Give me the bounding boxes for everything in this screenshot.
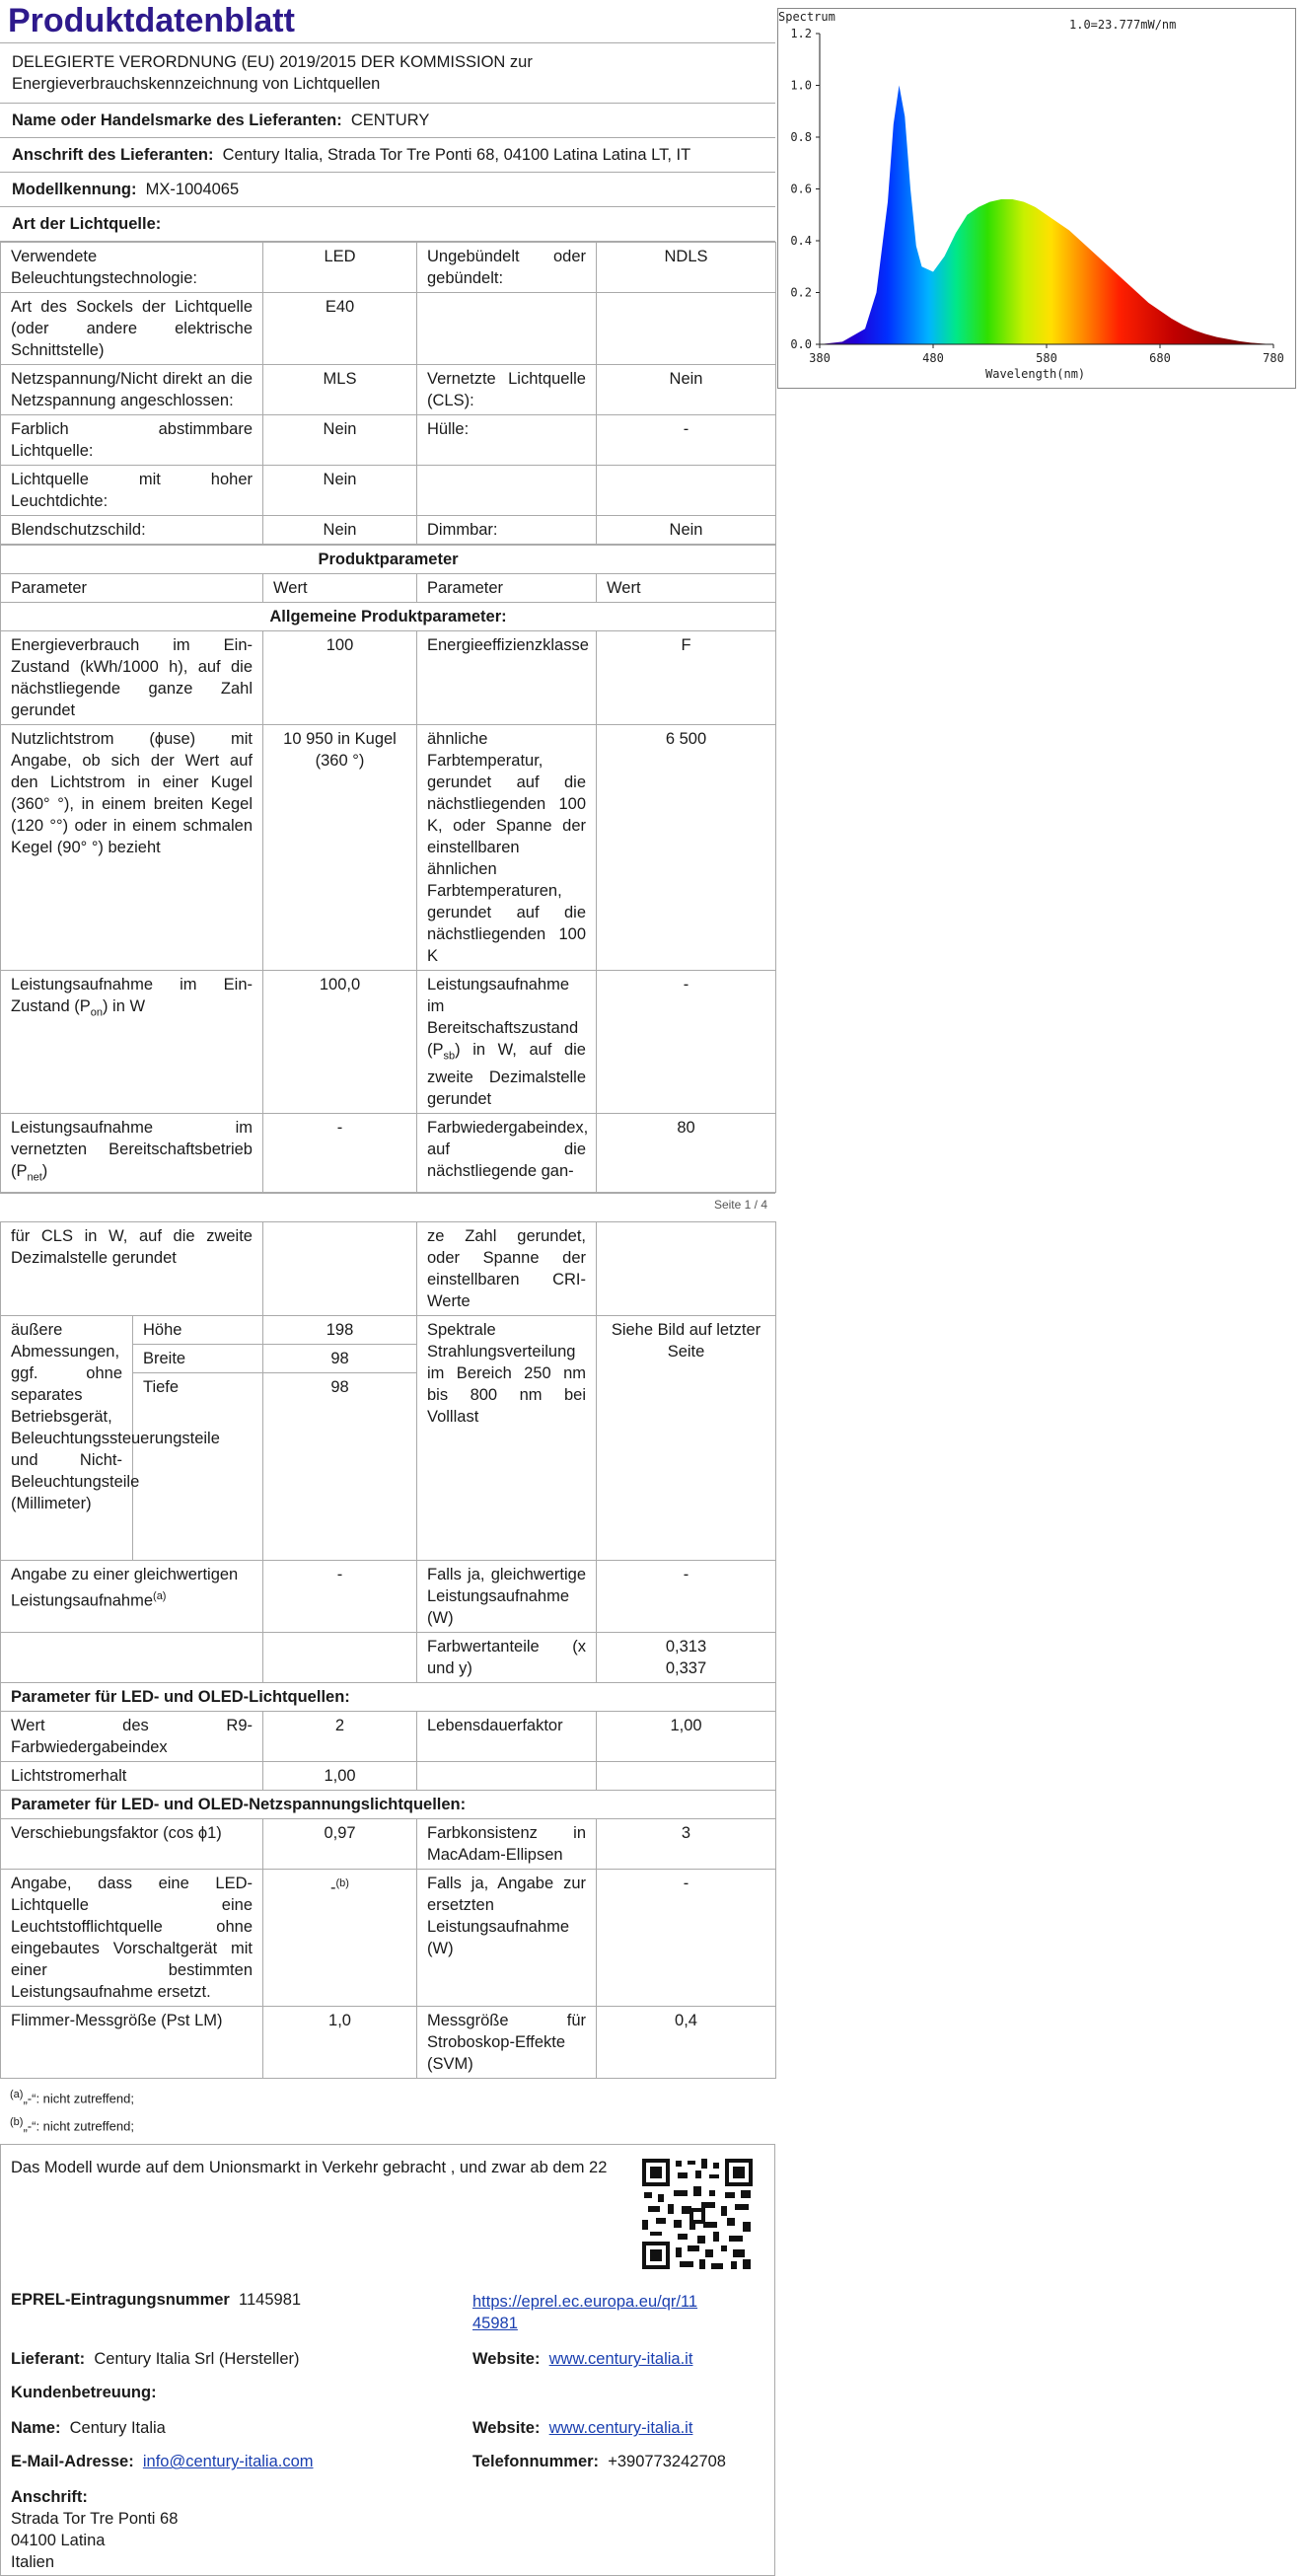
dimensions-label: äußere Abmessungen, ggf. ohne separates Betriebsgerät, Beleuchtungssteuerungsteile und Nicht-Beleuchtungsteile (Millimeter) [1, 1315, 133, 1560]
table-row [1, 415, 776, 466]
flux-value: 10 950 in Kugel (360 °) [263, 725, 417, 971]
y-tick-label: 0.0 [790, 337, 812, 351]
address-line-2: 04100 Latina [11, 2532, 106, 2550]
chart-title: Spectrum [778, 10, 835, 24]
lumen-maintenance-label: Lichtstromerhalt [1, 1761, 263, 1790]
spectrum-chart [777, 8, 1296, 389]
empty-cell [597, 1221, 776, 1315]
survival-factor-label: Lebensdauerfaktor [417, 1711, 597, 1761]
page-number: Seite 1 / 4 [713, 1197, 767, 1212]
cct-value: 6 500 [597, 725, 776, 971]
empty-cell [1, 1632, 263, 1682]
flux-label: Nutzlichtstrom (ϕuse) mit Angabe, ob sich der Wert auf den Lichtstrom in einer Kugel (360° °), in einem breiten Kegel (120 °°) oder in einem schmalen Kegel (90° °) bezieht [1, 725, 263, 971]
x-tick-label: 780 [1263, 351, 1284, 365]
product-params-table-continued [0, 1221, 776, 2079]
footnote-b-marker: (b) [10, 2115, 24, 2128]
y-tick-label: 0.6 [790, 182, 812, 196]
supplier-name-label: Name oder Handelsmarke des Lieferanten: [12, 111, 342, 129]
empty-cell [597, 1761, 776, 1790]
pon-label-text: Leistungsaufnahme im Ein-Zustand (P [11, 976, 253, 1015]
pnet-label-continued: für CLS in W, auf die zweite Dezimalstelle gerundet [1, 1221, 263, 1315]
equivalent-power-value: - [263, 1560, 417, 1632]
supplier-name-value: CENTURY [350, 111, 430, 129]
table-row [1, 1632, 776, 1682]
spectrum-svg [778, 9, 1295, 388]
replacement-value [263, 1869, 417, 2006]
address-block [11, 2486, 178, 2573]
psb-label [417, 971, 597, 1114]
glare-label: Blendschutzschild: [1, 516, 263, 545]
website-row [472, 2350, 692, 2369]
power-factor-label: Verschiebungsfaktor (cos ϕ1) [1, 1818, 263, 1869]
flicker-value: 1,0 [263, 2006, 417, 2078]
footnote-a-marker: (a) [10, 2088, 24, 2100]
y-tick-label: 0.2 [790, 285, 812, 300]
cri-value: 80 [597, 1114, 776, 1192]
psb-label-text: Leistungsaufnahme im Bereitschaftszustand (P [427, 976, 579, 1059]
regulation-subtitle: DELEGIERTE VERORDNUNG (EU) 2019/2015 DER KOMMISSION zur Energieverbrauchskennzeichnung von Lichtquellen [0, 43, 775, 104]
section-heading: Allgemeine Produktparameter: [1, 603, 776, 631]
replacement-label: Angabe, dass eine LED-Lichtquelle eine Leuchtstofflichtquelle ohne eingebautes Vorschaltgerät mit einer bestimmten Leistungsaufnahme ersetzt. [1, 1869, 263, 2006]
mains-label: Netzspannung/Nicht direkt an die Netzspannung angeschlossen: [1, 365, 263, 415]
table-row [1, 365, 776, 415]
macadam-label: Farbkonsistenz in MacAdam-Ellipsen [417, 1818, 597, 1869]
lamp-type-heading: Art der Lichtquelle: [0, 207, 775, 242]
contact-name-value: Century Italia [69, 2419, 166, 2438]
x-axis-label: Wavelength(nm) [985, 367, 1086, 381]
table-row [1, 574, 776, 603]
supplier-row [11, 2350, 300, 2369]
x-tick-label: 380 [809, 351, 831, 365]
column-header: Parameter [417, 574, 597, 603]
replacement2-value: - [597, 1869, 776, 2006]
power-factor-value: 0,97 [263, 1818, 417, 1869]
socket-value: E40 [263, 293, 417, 365]
footnote-b-text: „-“: nicht zutreffend; [23, 2118, 134, 2134]
envelope-label: Hülle: [417, 415, 597, 466]
registration-info [0, 2144, 775, 2576]
phone-value: +390773242708 [608, 2453, 726, 2471]
spd-value: Siehe Bild auf letzter Seite [597, 1315, 776, 1560]
high-luminance-label: Lichtquelle mit hoher Leuchtdichte: [1, 466, 263, 516]
address-label: Anschrift: [11, 2488, 88, 2507]
chromaticity-y: 0,337 [665, 1658, 707, 1677]
model-value: MX-1004065 [145, 181, 240, 198]
dimmable-label: Dimmbar: [417, 516, 597, 545]
bundled-label: Ungebündelt oder gebündelt: [417, 243, 597, 293]
empty-cell [597, 293, 776, 365]
survival-factor-value: 1,00 [597, 1711, 776, 1761]
table-row [1, 293, 776, 365]
plot-area [790, 27, 1284, 365]
supplier-address-value: Century Italia, Strada Tor Tre Ponti 68, 04100 Latina Latina LT, IT [222, 146, 691, 164]
phone-row [472, 2453, 726, 2471]
qr-code-icon[interactable] [640, 2157, 755, 2271]
width-label: Breite [133, 1344, 263, 1372]
table-row [1, 546, 776, 574]
website2-link[interactable]: www.century-italia.it [548, 2419, 693, 2438]
replacement-value-text: - [330, 1878, 336, 1897]
model-label: Modellkennung: [12, 181, 137, 198]
chromaticity-x: 0,313 [665, 1637, 707, 1656]
r9-value: 2 [263, 1711, 417, 1761]
customer-service-heading: Kundenbetreuung: [11, 2384, 157, 2402]
table-row [1, 1315, 776, 1344]
table-row [1, 603, 776, 631]
eprel-link[interactable] [472, 2291, 697, 2334]
empty-cell [417, 466, 597, 516]
depth-value: 98 [263, 1372, 417, 1560]
address-line-1: Strada Tor Tre Ponti 68 [11, 2510, 179, 2529]
cri-label-continued: ze Zahl gerundet, oder Spanne der einstellbaren CRI-Werte [417, 1221, 597, 1315]
efficiency-class-value: F [597, 631, 776, 725]
section-heading: Parameter für LED- und OLED-Lichtquellen: [1, 1682, 776, 1711]
pon-label [1, 971, 263, 1114]
email-row [11, 2453, 314, 2471]
footnote-a-text: „-“: nicht zutreffend; [23, 2090, 134, 2105]
replacement2-label: Falls ja, Angabe zur ersetzten Leistungsaufnahme (W) [417, 1869, 597, 2006]
lumen-maintenance-value: 1,00 [263, 1761, 417, 1790]
website-link[interactable]: www.century-italia.it [548, 2350, 693, 2369]
email-link[interactable]: info@century-italia.com [142, 2453, 314, 2471]
pnet-subscript: net [27, 1171, 42, 1184]
supplier-address-label: Anschrift des Lieferanten: [12, 146, 214, 164]
equivalent-power-label [1, 1560, 263, 1632]
table-row [1, 1682, 776, 1711]
table-row [1, 1560, 776, 1632]
eprel-link-line1[interactable]: https://eprel.ec.europa.eu/qr/11 [472, 2293, 698, 2312]
footnote-ref-b: (b) [335, 1877, 349, 1889]
pon-value: 100,0 [263, 971, 417, 1114]
efficiency-class-label: Energieeffizienzklasse [417, 631, 597, 725]
chromaticity-label: Farbwertanteile (x und y) [417, 1632, 597, 1682]
x-tick-label: 580 [1036, 351, 1057, 365]
model-row [0, 173, 775, 207]
dimmable-value: Nein [597, 516, 776, 545]
empty-cell [417, 1761, 597, 1790]
pnet-label-close: ) [41, 1162, 48, 1181]
colour-tunable-label: Farblich abstimmbare Lichtquelle: [1, 415, 263, 466]
eprel-label: EPREL-Eintragungsnummer [11, 2291, 230, 2310]
cri-label: Farbwiedergabeindex, auf die nächstliegende gan- [417, 1114, 597, 1192]
energy-value: 100 [263, 631, 417, 725]
cls-label: Vernetzte Lichtquelle (CLS): [417, 365, 597, 415]
flicker-label: Flimmer-Messgröße (Pst LM) [1, 2006, 263, 2078]
section-heading: Parameter für LED- und OLED-Netzspannungslichtquellen: [1, 1790, 776, 1818]
x-tick-label: 480 [922, 351, 944, 365]
website2-label: Website: [472, 2419, 541, 2438]
table-row [1, 1869, 776, 2006]
address-line-3: Italien [11, 2553, 55, 2572]
chart-annotation: 1.0=23.777mW/nm [1069, 18, 1177, 32]
y-tick-label: 0.4 [790, 234, 812, 248]
pnet-label-text: Leistungsaufnahme im vernetzten Bereitschaftsbetrieb (P [11, 1119, 253, 1181]
table-row [1, 1761, 776, 1790]
table-row [1, 631, 776, 725]
supplier-name-row [0, 104, 775, 138]
x-tick-label: 680 [1149, 351, 1171, 365]
section-heading: Produktparameter [1, 546, 776, 574]
bundled-value: NDLS [597, 243, 776, 293]
mains-value: MLS [263, 365, 417, 415]
envelope-value: - [597, 415, 776, 466]
tech-value: LED [263, 243, 417, 293]
svm-value: 0,4 [597, 2006, 776, 2078]
table-row [1, 1221, 776, 1315]
cct-label: ähnliche Farbtemperatur, gerundet auf die nächstliegenden 100 K, oder Spanne der einstellbaren ähnlichen Farbtemperaturen, gerundet auf die nächstliegenden 100 K [417, 725, 597, 971]
table-row [1, 1790, 776, 1818]
macadam-value: 3 [597, 1818, 776, 1869]
y-tick-label: 1.0 [790, 78, 812, 93]
footnote-b [0, 2110, 775, 2138]
footnote-a [0, 2083, 775, 2110]
email-label: E-Mail-Adresse: [11, 2453, 134, 2471]
table-row [1, 466, 776, 516]
y-tick-label: 0.8 [790, 130, 812, 144]
empty-cell [263, 1221, 417, 1315]
table-row [1, 725, 776, 971]
table-row [1, 1818, 776, 1869]
high-luminance-value: Nein [263, 466, 417, 516]
eprel-link-line2[interactable]: 45981 [472, 2315, 518, 2333]
table-row [1, 516, 776, 545]
equivalent-power-text: Angabe zu einer gleichwertigen Leistungsaufnahme [11, 1565, 239, 1610]
height-value: 198 [263, 1315, 417, 1344]
supplier-address-row [0, 138, 775, 173]
column-header: Parameter [1, 574, 263, 603]
width-value: 98 [263, 1344, 417, 1372]
equivalent-power2-label: Falls ja, gleichwertige Leistungsaufnahme (W) [417, 1560, 597, 1632]
supplier-label: Lieferant: [11, 2350, 86, 2369]
phone-label: Telefonnummer: [472, 2453, 600, 2471]
pnet-value: - [263, 1114, 417, 1192]
colour-tunable-value: Nein [263, 415, 417, 466]
spd-label: Spektrale Strahlungsverteilung im Bereich 250 nm bis 800 nm bei Volllast [417, 1315, 597, 1560]
chromaticity-value [597, 1632, 776, 1682]
market-date-text: Das Modell wurde auf dem Unionsmarkt in Verkehr gebracht , und zwar ab dem 22 [11, 2159, 608, 2177]
column-header: Wert [263, 574, 417, 603]
svm-label: Messgröße für Stroboskop-Effekte (SVM) [417, 2006, 597, 2078]
contact-name-label: Name: [11, 2419, 61, 2438]
product-params-table [0, 545, 776, 1193]
height-label: Höhe [133, 1315, 263, 1344]
depth-label: Tiefe [133, 1372, 263, 1560]
table-row [1, 2006, 776, 2078]
tech-label: Verwendete Beleuchtungstechnologie: [1, 243, 263, 293]
cls-value: Nein [597, 365, 776, 415]
page-title: Produktdatenblatt [0, 0, 775, 43]
pon-label-unit: ) in W [102, 997, 146, 1015]
psb-label-unit: ) in W, auf die zweite Dezimalstelle gerundet [427, 1041, 586, 1109]
column-header: Wert [597, 574, 776, 603]
empty-cell [417, 293, 597, 365]
contact-name-row [11, 2419, 166, 2438]
website2-row [472, 2419, 692, 2438]
r9-label: Wert des R9-Farbwiedergabeindex [1, 1711, 263, 1761]
lamp-type-table [0, 242, 776, 545]
equivalent-power2-value: - [597, 1560, 776, 1632]
footnote-ref-a: (a) [153, 1589, 167, 1602]
spectrum-area [820, 86, 1273, 345]
website-label: Website: [472, 2350, 541, 2369]
y-tick-label: 1.2 [790, 27, 812, 40]
socket-label: Art des Sockels der Lichtquelle (oder andere elektrische Schnittstelle) [1, 293, 263, 365]
empty-cell [597, 466, 776, 516]
table-row [1, 1711, 776, 1761]
glare-value: Nein [263, 516, 417, 545]
table-row [1, 1114, 776, 1192]
page-break [0, 1193, 775, 1221]
energy-label: Energieverbrauch im Ein-Zustand (kWh/1000 h), auf die nächstliegende ganze Zahl gerundet [1, 631, 263, 725]
pon-subscript: on [90, 1006, 103, 1019]
supplier-value: Century Italia Srl (Hersteller) [94, 2350, 300, 2369]
eprel-number: 1145981 [239, 2291, 302, 2310]
eprel-row [11, 2291, 301, 2310]
psb-value: - [597, 971, 776, 1114]
table-row [1, 243, 776, 293]
pnet-label [1, 1114, 263, 1192]
empty-cell [263, 1632, 417, 1682]
table-row [1, 971, 776, 1114]
psb-subscript: sb [443, 1050, 456, 1063]
